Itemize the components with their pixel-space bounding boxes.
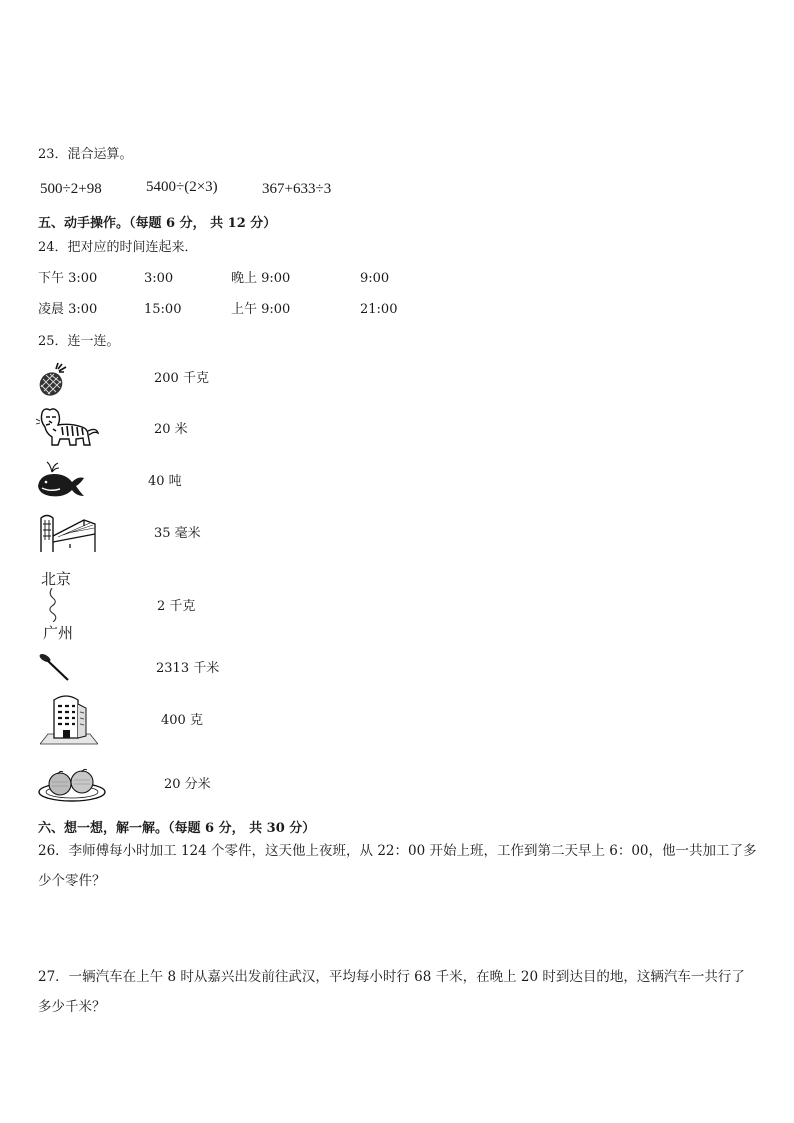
q24-time-row2-3: 上午 9:00	[231, 302, 291, 317]
q25-label-7: 400 克	[161, 713, 203, 728]
q24-time-row2-4: 21:00	[360, 302, 398, 317]
q25-label-3: 40 吨	[148, 474, 182, 489]
nail-icon	[38, 652, 72, 682]
q25-title: 25．连一连。	[38, 334, 120, 349]
whale-icon	[36, 460, 86, 500]
bed-icon	[38, 510, 98, 554]
section-5-title: 五、动手操作。（每题 6 分， 共 12 分）	[38, 216, 277, 231]
q24-time-row1-1: 下午 3:00	[38, 271, 98, 286]
q24-time-row2-2: 15:00	[144, 302, 182, 317]
fruit-plate-icon	[38, 764, 108, 804]
q25-label-6: 2313 千米	[156, 661, 220, 676]
q25-label-2: 20 米	[154, 422, 188, 437]
q25-label-8: 20 分米	[164, 777, 211, 792]
q23-expression-1: 500÷2+98	[40, 181, 102, 197]
map-label-beijing: 北京	[41, 570, 72, 588]
q24-title: 24．把对应的时间连起来．	[38, 240, 198, 255]
q25-label-5: 2 千克	[157, 599, 196, 614]
q25-label-1: 200 千克	[154, 371, 209, 386]
q26-text: 26．李师傅每小时加工 124 个零件，这天他上夜班，从 22：00 开始上班，工作到第二天早上 6：00，他一共加工了多少个零件？	[38, 843, 757, 889]
q24-time-row1-2: 3:00	[144, 271, 174, 286]
q23-expression-3: 367+633÷3	[262, 181, 332, 197]
q24-time-row1-3: 晚上 9:00	[231, 271, 291, 286]
q24-time-row1-4: 9:00	[360, 271, 390, 286]
tiger-icon	[36, 405, 100, 447]
route-line-icon	[44, 588, 64, 622]
building-icon	[40, 690, 98, 746]
q23-expression-2: 5400÷(2×3)	[146, 179, 218, 195]
q24-time-row2-1: 凌晨 3:00	[38, 302, 98, 317]
section-6-title: 六、想一想，解一解。（每题 6 分， 共 30 分）	[38, 821, 316, 836]
pineapple-icon	[36, 361, 70, 397]
q27-text: 27．一辆汽车在上午 8 时从嘉兴出发前往武汉，平均每小时行 68 千米，在晚上 20 时到达目的地，这辆汽车一共行了多少千米？	[38, 969, 745, 1015]
q23-title: 23．混合运算。	[38, 147, 133, 162]
q25-label-4: 35 毫米	[154, 526, 201, 541]
map-label-guangzhou: 广州	[43, 624, 74, 642]
